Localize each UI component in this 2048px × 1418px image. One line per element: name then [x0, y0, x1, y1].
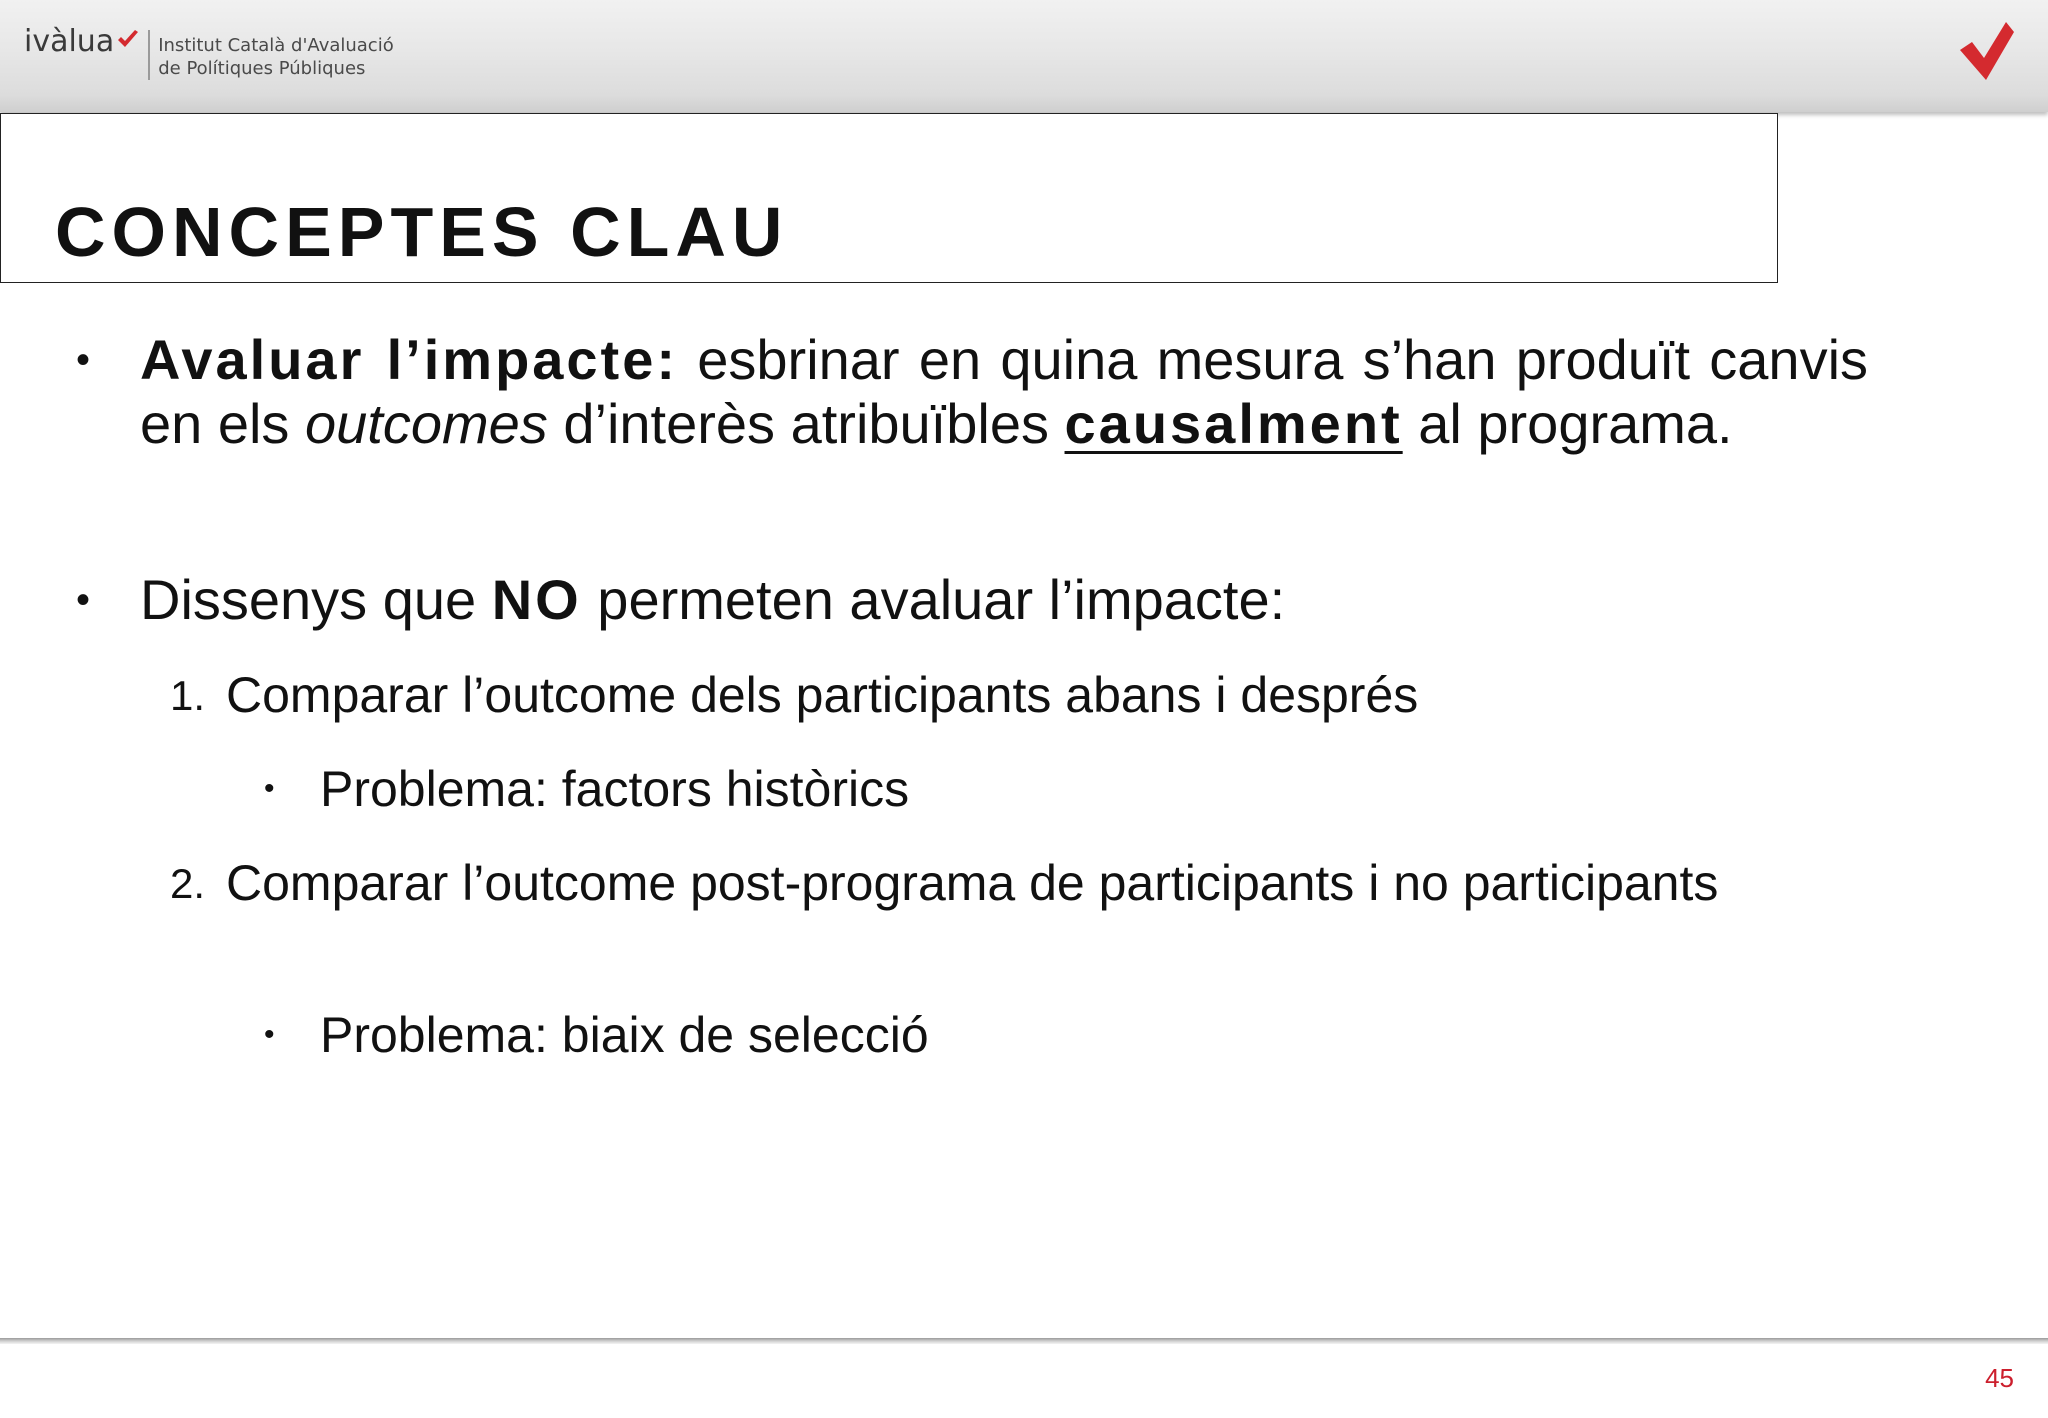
- sub-bullet-marker: •: [264, 1018, 275, 1051]
- bullet-definition: [140, 328, 1868, 456]
- definition-underlined-causalment: causalment: [1064, 392, 1403, 455]
- definition-text-c: al programa.: [1418, 392, 1733, 455]
- check-icon: [116, 28, 140, 52]
- designs-bold-no: NO: [491, 568, 582, 631]
- bullet-marker: •: [76, 338, 91, 382]
- sub-bullet-marker: •: [264, 772, 275, 805]
- logo-divider: [148, 30, 150, 80]
- page-number: 45: [1985, 1363, 2014, 1393]
- slide-title: CONCEPTES CLAU: [55, 193, 789, 271]
- sub-list-item: Problema: biaix de selecció: [320, 1007, 929, 1063]
- logo-subtitle-line1: Institut Català d'Avaluació: [158, 35, 394, 56]
- designs-text-a: Dissenys que: [140, 568, 477, 631]
- list-number: 1.: [170, 672, 206, 719]
- list-item: Comparar l’outcome dels participants abans i després: [226, 667, 1419, 723]
- bullet-designs: [140, 568, 1285, 632]
- sub-list-item: Problema: factors històrics: [320, 761, 910, 817]
- bullet-marker: •: [76, 578, 91, 622]
- logo-wordmark: ivàlua: [24, 24, 115, 59]
- definition-text-b: d’interès atribuïbles: [563, 392, 1049, 455]
- footer-divider: [0, 1338, 2048, 1344]
- designs-text-b: permeten avaluar l’impacte:: [597, 568, 1286, 631]
- title-box: [0, 113, 1778, 283]
- logo-subtitle-line2: de Polítiques Públiques: [158, 58, 366, 79]
- definition-italic-outcomes: outcomes: [305, 392, 548, 455]
- ivalua-logo: [24, 22, 394, 82]
- logo-subtitle: [158, 34, 394, 80]
- check-icon: [1958, 20, 2016, 82]
- list-item: Comparar l’outcome post-programa de participants i no participants: [226, 855, 1719, 911]
- definition-text-a: esbrinar en quina mesura s’han produït canvis en els: [140, 328, 1869, 455]
- slide-header: [0, 0, 2048, 112]
- list-number: 2.: [170, 860, 206, 907]
- term-avaluar-impacte: Avaluar l’impacte:: [140, 328, 679, 391]
